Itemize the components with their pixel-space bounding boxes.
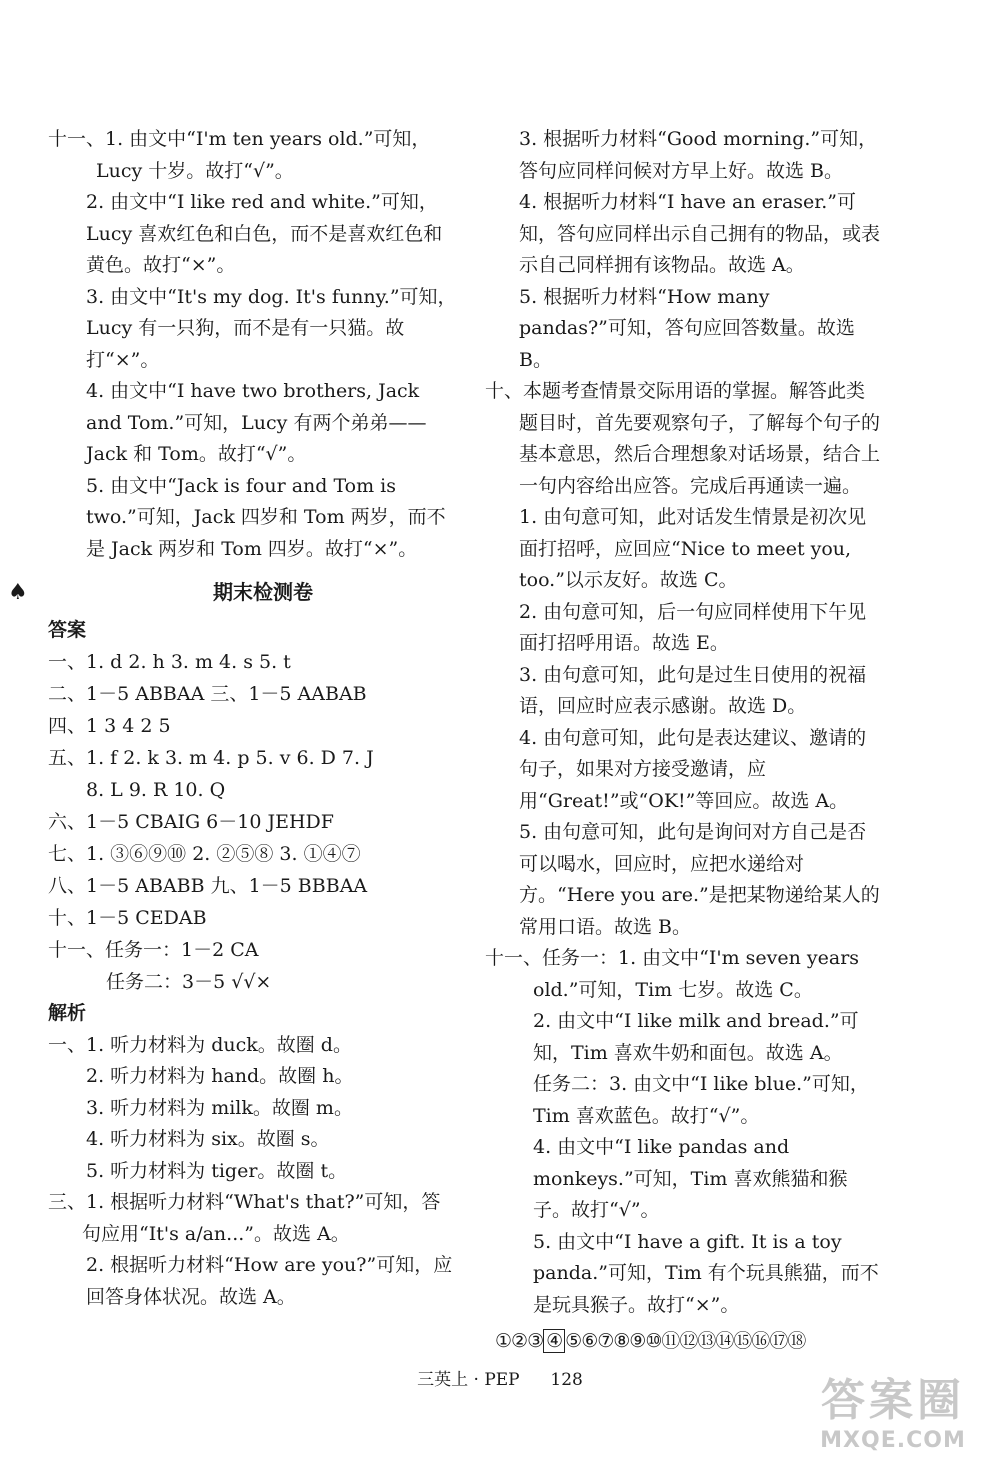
explanation-item: 3. 根据听力材料“Good morning.”可知，答句应同样问候对方早上好。故选 B。 [519, 128, 878, 182]
analysis-list [48, 1030, 458, 1314]
left-top-explanations [48, 124, 458, 565]
analysis-item: 三、1. 根据听力材料“What's that?”可知，答句应用“It's a/an...”。故选 A。 [48, 1191, 441, 1245]
explanation-item: 5. 根据听力材料“How many pandas?”可知，答句应回答数量。故选 B。 [519, 285, 855, 371]
explanation-item: 2. 由文中“I like milk and bread.”可知，Tim 喜欢牛奶和面包。故选 A。 [533, 1010, 859, 1064]
watermark [798, 1364, 988, 1454]
explanation-item: 1. 由句意可知，此对话发生情景是初次见面打招呼，应回应“Nice to meet you, too.”以示友好。故选 C。 [519, 506, 867, 591]
explanation-item: 十一、任务一：1. 由文中“I'm seven years old.”可知，Tim 七岁。故选 C。 [485, 947, 860, 1001]
answer-line: 一、1. d 2. h 3. m 4. s 5. t [48, 651, 291, 673]
explanation-item: 4. 由文中“I have two brothers, Jack and Tom.”可知，Lucy 有两个弟弟——Jack 和 Tom。故打“√”。 [86, 380, 427, 465]
answer-line: 四、1 3 4 2 5 [48, 715, 171, 737]
question-number-strip [495, 1326, 885, 1353]
analysis-item: 2. 听力材料为 hand。故圈 h。 [86, 1065, 354, 1087]
section-title: 期末检测卷 [213, 580, 313, 604]
analysis-item: 5. 听力材料为 tiger。故圈 t。 [86, 1159, 348, 1182]
spade-icon: ♠ [8, 580, 28, 605]
answer-line: 任务二：3－5 √√× [106, 971, 272, 993]
answer-line: 八、1－5 ABABB 九、1－5 BBBAA [48, 875, 368, 897]
explanation-item: 3. 由文中“It's my dog. It's funny.”可知，Lucy 有一只狗，而不是有一只猫。故打“×”。 [86, 285, 457, 371]
question-numbers-after: ⑤⑥⑦⑧⑨⑩⑪⑫⑬⑭⑮⑯⑰⑱ [565, 1330, 806, 1352]
footer-page-number: 128 [550, 1370, 583, 1390]
answers-list [48, 646, 458, 998]
explanation-item: 3. 由句意可知，此句是过生日使用的祝福语，回应时应表示感谢。故选 D。 [519, 663, 867, 717]
explanation-item: 4. 由句意可知，此句是表达建议、邀请的句子，如果对方接受邀请，应用“Great!”或“OK!”等回应。故选 A。 [519, 726, 867, 812]
answer-line: 五、1. f 2. k 3. m 4. p 5. v 6. D 7. J [48, 747, 374, 769]
watermark-logo: 答案圈 [821, 1375, 965, 1426]
answer-line: 8. L 9. R 10. Q [86, 779, 226, 801]
explanation-item: 5. 由句意可知，此句是询问对方自己是否可以喝水，回应时，应把水递给对方。“Here you are.”是把某物递给某人的常用口语。故选 B。 [519, 821, 880, 938]
explanation-item: 4. 由文中“I like pandas and monkeys.”可知，Tim 喜欢熊猫和猴子。故打“√”。 [533, 1136, 848, 1221]
analysis-item: 3. 听力材料为 milk。故圈 m。 [86, 1096, 353, 1119]
right-column [485, 124, 880, 1321]
explanation-item: 2. 由句意可知，后一句应同样使用下午见面打招呼用语。故选 E。 [519, 600, 867, 654]
answer-line: 十、1－5 CEDAB [48, 907, 207, 929]
explanation-item: 2. 由文中“I like red and white.”可知，Lucy 喜欢红色和白色，而不是喜欢红色和黄色。故打“×”。 [86, 191, 443, 276]
explanation-item: 十一、1. 由文中“I'm ten years old.”可知，Lucy 十岁。故打“√”。 [48, 128, 431, 182]
explanation-item: 5. 由文中“I have a gift. It is a toy panda.”可知，Tim 有个玩具熊猫，而不是玩具猴子。故打“×”。 [533, 1230, 879, 1316]
section-title-wrapper [8, 577, 458, 609]
answer-line: 七、1. ③⑥⑨⑩ 2. ②⑤⑧ 3. ①④⑦ [48, 843, 361, 865]
answers-heading: 答案 [48, 618, 87, 641]
footer-book-label: 三英上 · PEP [417, 1370, 520, 1390]
question-number-current: ④ [543, 1329, 565, 1353]
watermark-url: MXQE.COM [820, 1428, 966, 1453]
answer-line: 十一、任务一：1－2 CA [48, 939, 259, 961]
analysis-item: 4. 听力材料为 six。故圈 s。 [86, 1128, 330, 1150]
analysis-item: 一、1. 听力材料为 duck。故圈 d。 [48, 1033, 352, 1056]
analysis-item: 2. 根据听力材料“How are you?”可知，应回答身体状况。故选 A。 [86, 1254, 453, 1308]
explanation-item: 5. 由文中“Jack is four and Tom is two.”可知，Jack 四岁和 Tom 两岁，而不是 Jack 两岁和 Tom 四岁。故打“×”。 [86, 474, 446, 560]
explanation-item: 十、本题考查情景交际用语的掌握。解答此类题目时，首先要观察句子，了解每个句子的基本意思，然后合理想象对话场景，结合上一句内容给出应答。完成后再通读一遍。 [485, 380, 881, 497]
answer-line: 六、1－5 CBAIG 6－10 JEHDF [48, 811, 334, 833]
explanation-item: 4. 根据听力材料“I have an eraser.”可知，答句应同样出示自己拥有的物品，或表示自己同样拥有该物品。故选 A。 [519, 191, 881, 276]
analysis-heading: 解析 [48, 1002, 87, 1024]
right-explanations [485, 124, 880, 1321]
answer-line: 二、1－5 ABBAA 三、1－5 AABAB [48, 683, 367, 705]
explanation-item: 任务二：3. 由文中“I like blue.”可知，Tim 喜欢蓝色。故打“√”。 [533, 1073, 869, 1127]
left-column [8, 124, 458, 1313]
question-numbers-before: ①②③ [495, 1330, 544, 1352]
